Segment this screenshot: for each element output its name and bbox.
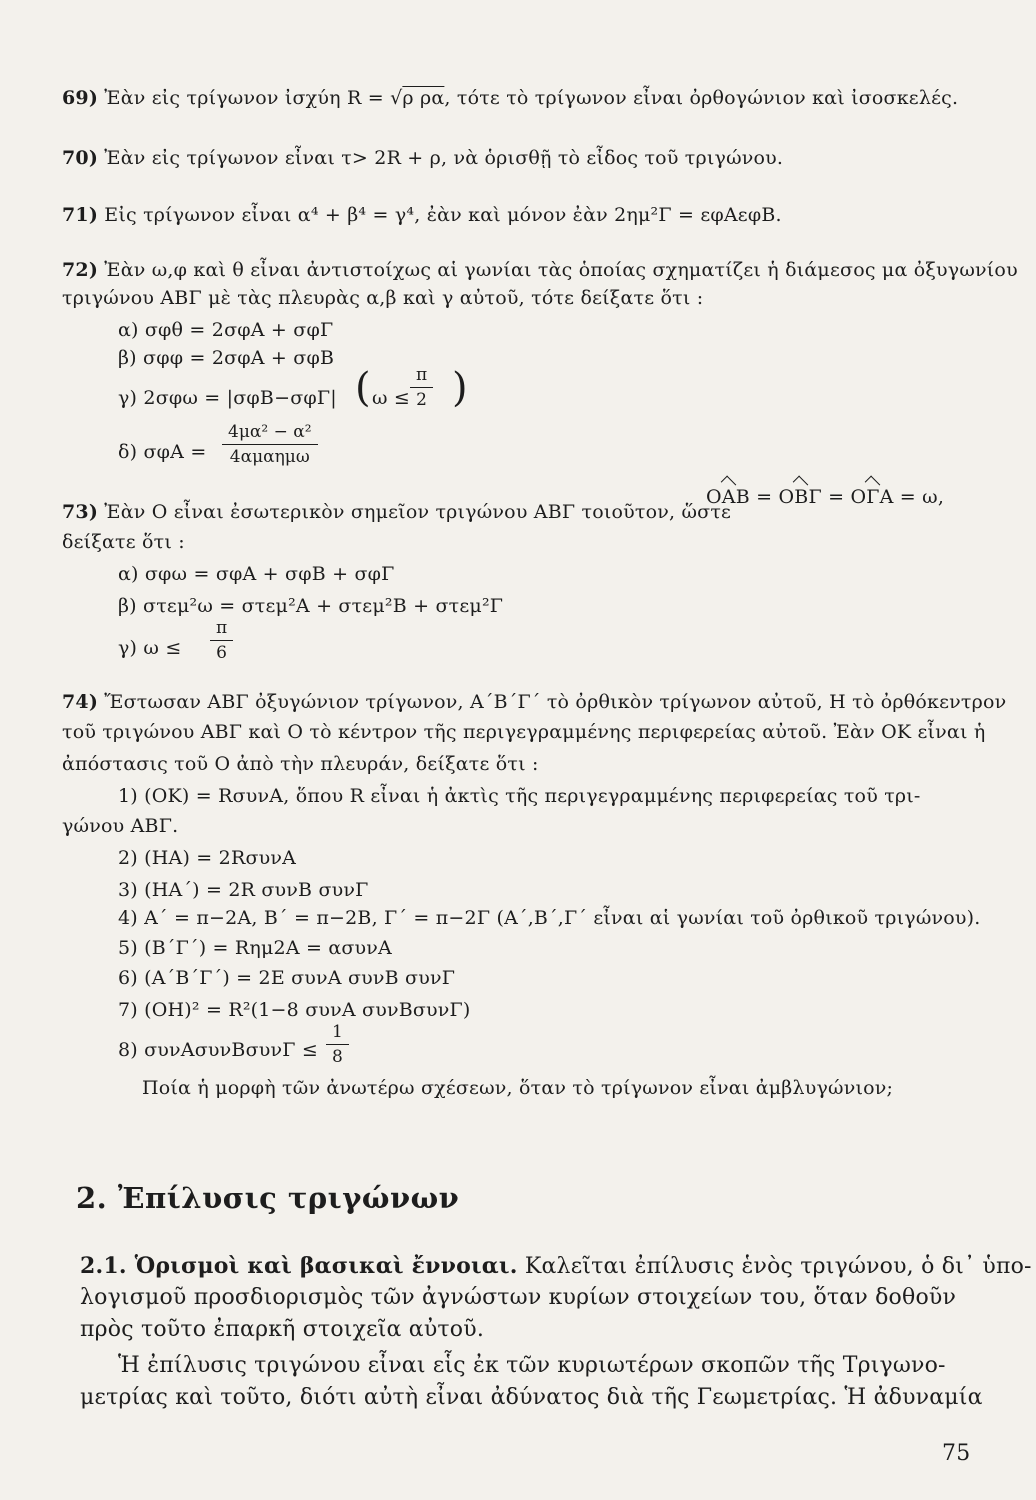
problem-73-item-a: α) σφω = σφΑ + σφΒ + σφΓ bbox=[118, 563, 395, 585]
denominator: 2 bbox=[416, 390, 427, 410]
problem-text: Εἰς τρίγωνον εἶναι α⁴ + β⁴ = γ⁴, ἐὰν καὶ μόνον ἐὰν 2ημ²Γ = εφΑεφΒ. bbox=[104, 204, 782, 226]
problem-72-item-c bbox=[118, 386, 337, 410]
problem-73-item-b: β) στεμ²ω = στεμ²Α + στεμ²Β + στεμ²Γ bbox=[118, 595, 504, 617]
problem-74-line1 bbox=[62, 690, 1006, 714]
angle-OAB: ΟΑΒ bbox=[706, 486, 750, 508]
section-paragraph-2-line2: μετρίας καὶ τοῦτο, διότι αὐτὴ εἶναι ἀδύνατος διὰ τῆς Γεωμετρίας. Ἡ ἀδυναμία bbox=[80, 1385, 983, 1410]
equals-sign: = bbox=[828, 486, 845, 508]
problem-number: 70) bbox=[62, 147, 99, 169]
paragraph-text: Καλεῖται ἐπίλυσις ἑνὸς τριγώνου, ὁ δι᾽ ὑπο- bbox=[524, 1254, 1032, 1279]
angle-equalities bbox=[706, 485, 944, 509]
problem-72-item-b: β) σφφ = 2σφΑ + σφΒ bbox=[118, 347, 335, 369]
problem-74-item-5: 5) (Β΄Γ΄) = Rημ2Α = ασυνΑ bbox=[118, 937, 392, 959]
problem-74-item-8: 8) συνΑσυνΒσυνΓ ≤ bbox=[118, 1039, 318, 1061]
problem-number: 73) bbox=[62, 501, 99, 523]
denominator: 8 bbox=[332, 1047, 343, 1067]
fraction-pi-over-2 bbox=[410, 365, 433, 410]
problem-number: 74) bbox=[62, 691, 99, 713]
fraction-bar bbox=[326, 1044, 349, 1045]
fraction-bar bbox=[410, 387, 433, 388]
problem-74-question: Ποία ἡ μορφὴ τῶν ἀνωτέρω σχέσεων, ὅταν τὸ τρίγωνον εἶναι ἀμβλυγώνιον; bbox=[142, 1077, 894, 1099]
problem-74-item-7: 7) (ΟΗ)² = R²(1−8 συνΑ συνΒσυνΓ) bbox=[118, 999, 471, 1021]
problem-73-line2: δείξατε ὅτι : bbox=[62, 531, 185, 553]
problem-74-item-4: 4) Α΄ = π−2Α, Β΄ = π−2Β, Γ΄ = π−2Γ (Α΄,Β΄,Γ΄ εἶναι αἱ γωνίαι τοῦ ὀρθικοῦ τριγώνου). bbox=[118, 907, 981, 929]
equals-omega: = ω, bbox=[899, 486, 945, 508]
numerator: 4μα² − α² bbox=[228, 422, 312, 442]
radical-sign: √ bbox=[390, 87, 403, 109]
close-paren: ) bbox=[452, 365, 468, 411]
equation-text: γ) 2σφω = |σφΒ−σφΓ| bbox=[118, 387, 337, 409]
section-title: 2. Ἐπίλυσις τριγώνων bbox=[76, 1181, 460, 1215]
open-paren: ( bbox=[355, 365, 371, 411]
fraction-one-eighth bbox=[326, 1022, 349, 1067]
problem-71 bbox=[62, 203, 782, 227]
radicand: ρ ρα bbox=[402, 87, 445, 109]
section-paragraph-1-line3: πρὸς τοῦτο ἐπαρκῆ στοιχεῖα αὐτοῦ. bbox=[80, 1317, 485, 1342]
problem-74-item-1: 1) (ΟΚ) = RσυνΑ, ὅπου R εἶναι ἡ ἀκτὶς τῆς περιγεγραμμένης περιφερείας τοῦ τρι- bbox=[118, 785, 921, 807]
problem-text: Ἐὰν ω,φ καὶ θ εἶναι ἀντιστοίχως αἱ γωνίαι τὰς ὁποίας σχηματίζει ἡ διάμεσος μα ὀξυγωνίου bbox=[104, 259, 1018, 281]
angle-OGA: ΟΓΑ bbox=[850, 486, 894, 508]
subsection-heading: 2.1. Ὁρισμοὶ καὶ βασικαὶ ἔννοιαι. bbox=[80, 1253, 518, 1279]
denominator: 6 bbox=[216, 643, 227, 663]
problem-text: , τότε τὸ τρίγωνον εἶναι ὀρθογώνιον καὶ ἰσοσκελές. bbox=[444, 87, 959, 109]
problem-number: 72) bbox=[62, 259, 99, 281]
numerator: 1 bbox=[332, 1022, 343, 1042]
numerator: π bbox=[416, 365, 428, 385]
problem-74-item-1-cont: γώνου ΑΒΓ. bbox=[62, 815, 179, 837]
problem-number: 71) bbox=[62, 204, 99, 226]
page-number: 75 bbox=[942, 1441, 971, 1466]
fraction-bar bbox=[210, 640, 233, 641]
problem-74-item-3: 3) (ΗΑ΄) = 2R συνΒ συνΓ bbox=[118, 879, 369, 901]
problem-72-item-d bbox=[118, 440, 206, 464]
problem-69 bbox=[62, 86, 958, 110]
problem-73-item-c: γ) ω ≤ bbox=[118, 637, 182, 659]
section-paragraph-2-line1: Ἡ ἐπίλυσις τριγώνου εἶναι εἷς ἐκ τῶν κυριωτέρων σκοπῶν τῆς Τριγωνο- bbox=[118, 1353, 946, 1378]
problem-text: Ἐὰν εἰς τρίγωνον εἶναι τ> 2R + ρ, νὰ ὁρισθῇ τὸ εἶδος τοῦ τριγώνου. bbox=[104, 147, 784, 169]
fraction-pi-over-6 bbox=[210, 618, 233, 663]
problem-text: Ἔστωσαν ΑΒΓ ὀξυγώνιον τρίγωνον, Α΄Β΄Γ΄ τὸ ὀρθικὸν τρίγωνον αὐτοῦ, Η τὸ ὀρθόκεντρον bbox=[104, 691, 1007, 713]
problem-number: 69) bbox=[62, 87, 99, 109]
denominator: 4αμαημω bbox=[229, 447, 310, 467]
equation-text: δ) σφΑ = bbox=[118, 441, 207, 463]
section-paragraph-1-line1 bbox=[80, 1252, 1032, 1281]
problem-72-item-a: α) σφθ = 2σφΑ + σφΓ bbox=[118, 319, 334, 341]
equals-sign: = bbox=[756, 486, 773, 508]
numerator: π bbox=[216, 618, 228, 638]
problem-text: Ἐὰν Ο εἶναι ἐσωτερικὸν σημεῖον τριγώνου ΑΒΓ τοιοῦτον, ὥστε bbox=[104, 501, 732, 523]
problem-74-line2: τοῦ τριγώνου ΑΒΓ καὶ Ο τὸ κέντρον τῆς περιγεγραμμένης περιφερείας αὐτοῦ. Ἐὰν ΟΚ εἶναι ἡ bbox=[62, 721, 986, 743]
fraction-bar bbox=[222, 444, 318, 445]
problem-74-item-2: 2) (ΗΑ) = 2RσυνΑ bbox=[118, 847, 297, 869]
section-paragraph-1-line2: λογισμοῦ προσδιορισμὸς τῶν ἀγνώστων κυρίων στοιχείων του, ὅταν δοθοῦν bbox=[80, 1285, 957, 1310]
fraction-cotA bbox=[222, 422, 318, 467]
problem-73-line1 bbox=[62, 500, 731, 524]
angle-OBG: ΟΒΓ bbox=[778, 486, 822, 508]
problem-70 bbox=[62, 146, 783, 170]
problem-74-line3: ἀπόστασις τοῦ Ο ἀπὸ τὴν πλευράν, δείξατε ὅτι : bbox=[62, 753, 539, 775]
problem-text: Ἐὰν εἰς τρίγωνον ἰσχύη R = bbox=[104, 87, 384, 109]
problem-72-line1 bbox=[62, 258, 1018, 282]
condition-text: ω ≤ bbox=[372, 387, 411, 409]
problem-72-line2: τριγώνου ΑΒΓ μὲ τὰς πλευρὰς α,β καὶ γ αὐτοῦ, τότε δείξατε ὅτι : bbox=[62, 287, 704, 309]
problem-74-item-6: 6) (Α΄Β΄Γ΄) = 2Ε συνΑ συνΒ συνΓ bbox=[118, 967, 456, 989]
